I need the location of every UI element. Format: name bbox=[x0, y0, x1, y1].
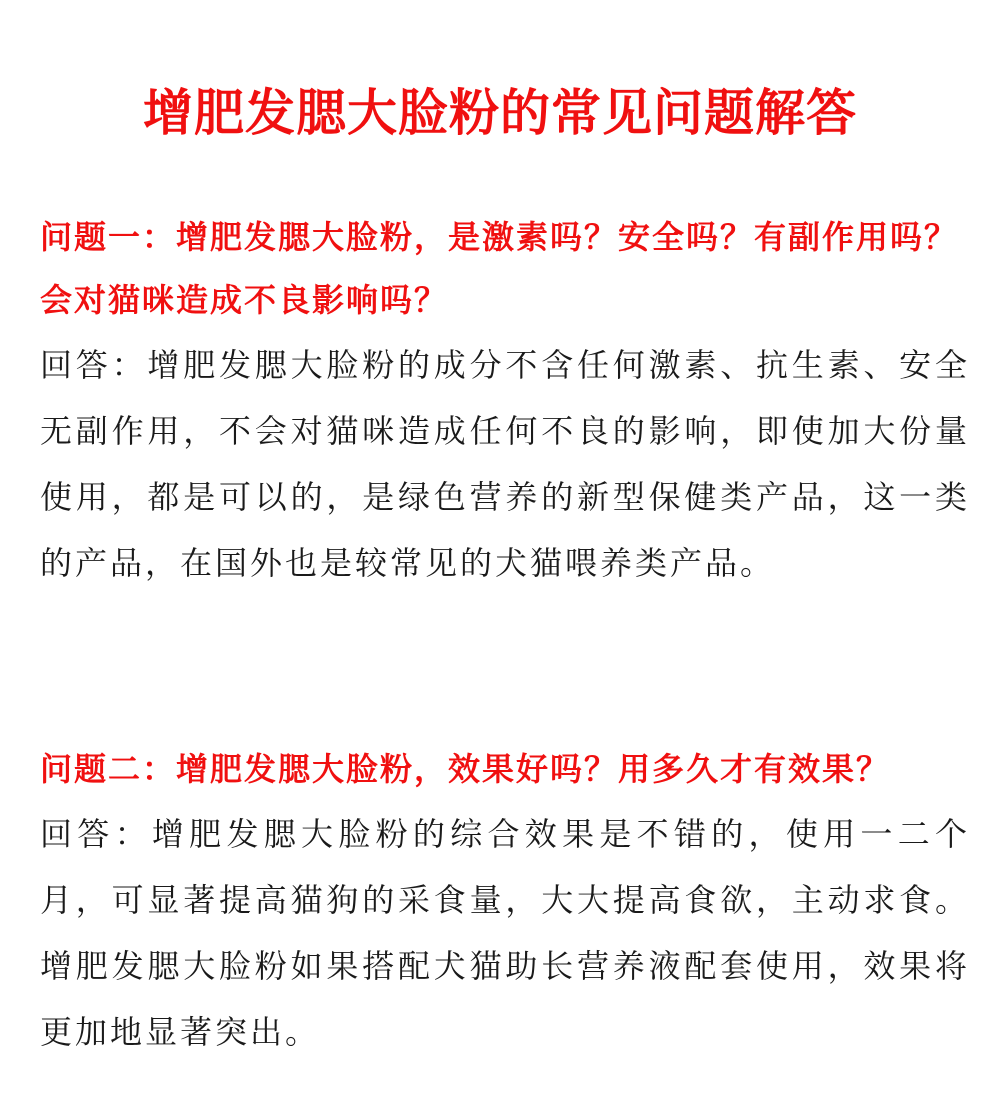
faq-answer-2: 回答：增肥发腮大脸粉的综合效果是不错的，使用一二个月，可显著提高猫狗的采食量，大大提高食欲，主动求食。增肥发腮大脸粉如果搭配犬猫助长营养液配套使用，效果将更加地显著突出。 bbox=[40, 815, 970, 1051]
faq-question-1: 问题一：增肥发腮大脸粉，是激素吗？安全吗？有副作用吗？会对猫咪造成不良影响吗？ bbox=[40, 218, 959, 319]
faq-item-1 bbox=[40, 206, 970, 596]
faq-answer-1: 回答：增肥发腮大脸粉的成分不含任何激素、抗生素、安全无副作用，不会对猫咪造成任何不良的影响，即使加大份量使用，都是可以的，是绿色营养的新型保健类产品，这一类的产品，在国外也是较常见的犬猫喂养类产品。 bbox=[40, 346, 970, 582]
faq-item-2 bbox=[40, 738, 970, 1065]
faq-question-2: 问题二：增肥发腮大脸粉，效果好吗？用多久才有效果？ bbox=[40, 750, 891, 788]
page-title: 增肥发腮大脸粉的常见问题解答 bbox=[143, 84, 857, 142]
